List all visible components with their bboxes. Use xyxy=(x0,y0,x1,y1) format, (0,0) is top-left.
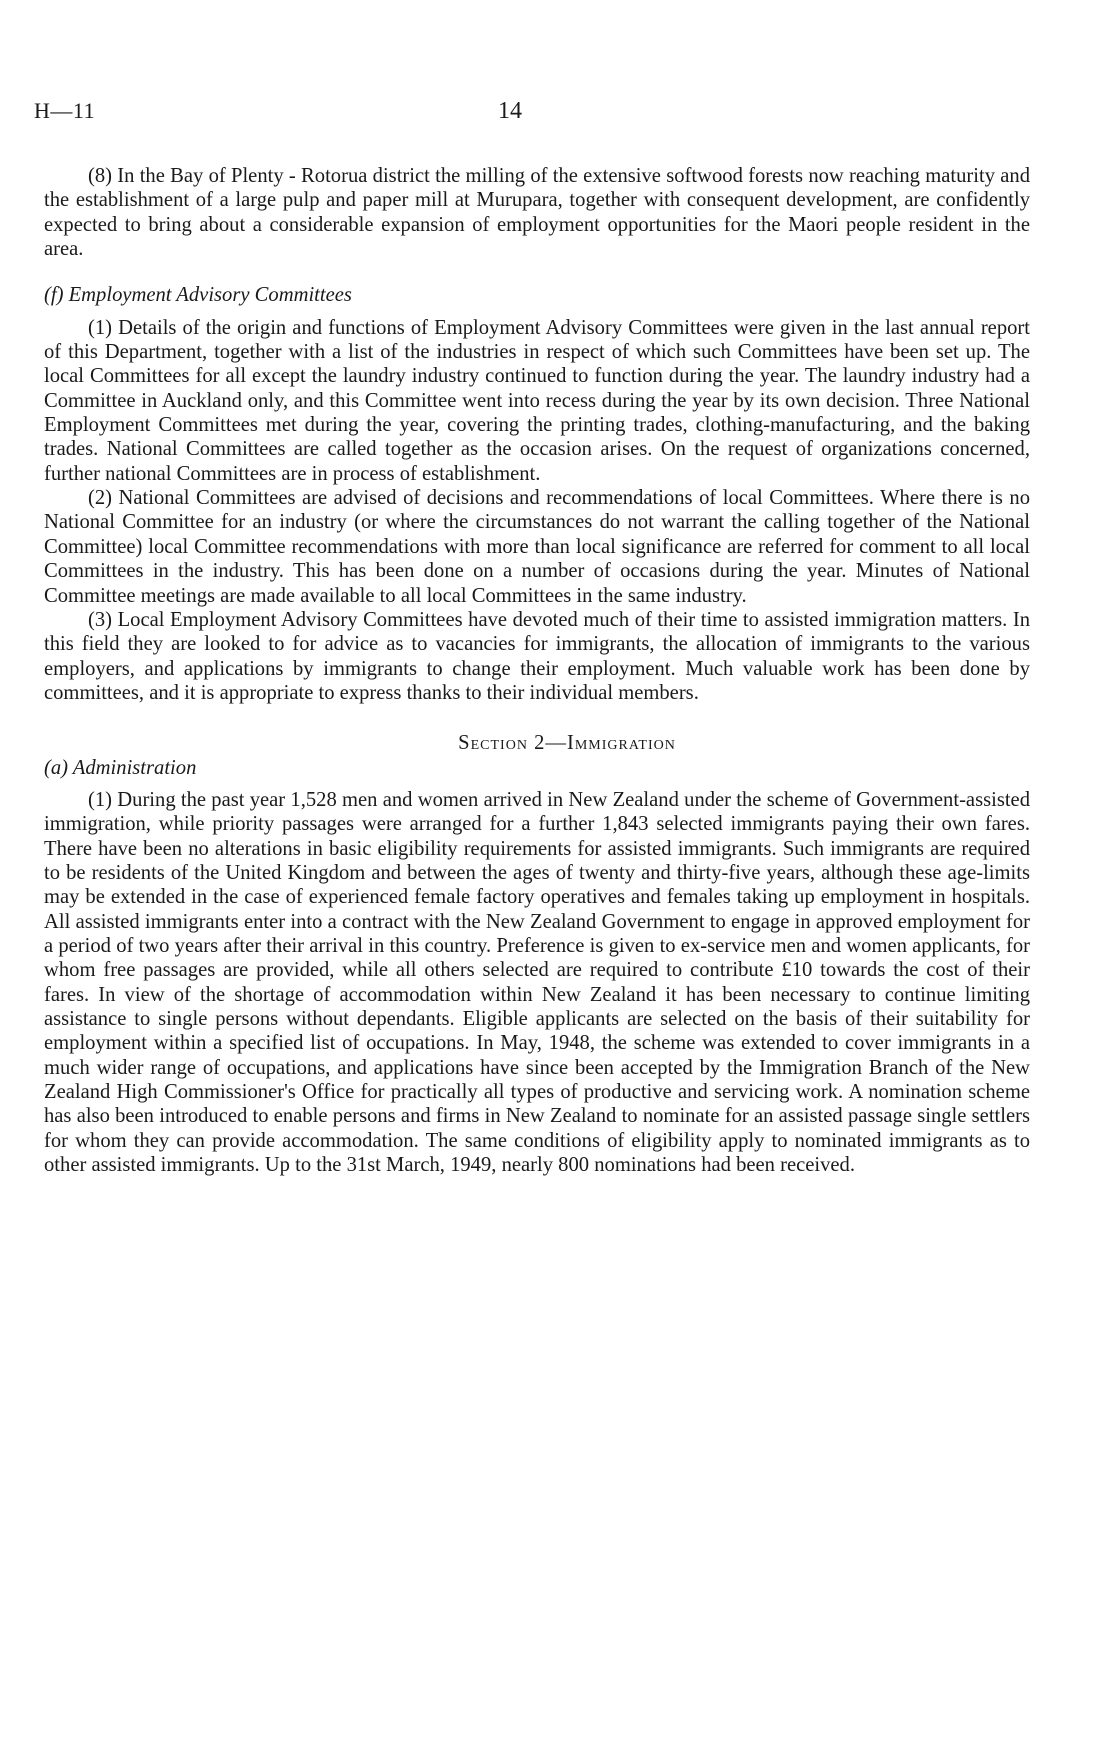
paragraph-8: (8) In the Bay of Plenty - Rotorua district the milling of the extensive softwood forests now reaching maturity and the establishment of a large pulp and paper mill at Murupara, together with consequent development, are confidently expected to bring about a considerable expansion of employment opportunities for the Maori people resident in the area. xyxy=(44,165,1030,261)
subsection-heading-f xyxy=(44,283,1030,307)
subsection-heading-a xyxy=(44,756,1030,780)
paragraph-f3: (3) Local Employment Advisory Committees have devoted much of their time to assisted immigration matters. In this field they are looked to for advice as to vacancies for immigrants, the allocation of immigrants to the various employers, and applications by immigrants to change their employment. Much valuable work has been done by committees, and it is appropriate to express thanks to their individual members. xyxy=(44,608,1030,704)
page-body xyxy=(44,164,1030,1177)
subsection-title-a: Administration xyxy=(72,756,197,779)
subsection-letter-f: (f) xyxy=(44,284,64,307)
page-number: 14 xyxy=(498,98,522,124)
section-heading: Section 2—Immigration xyxy=(458,732,676,755)
paragraph-f1: (1) Details of the origin and functions of Employment Advisory Committees were given in the last annual report of this Department, together with a list of the industries in respect of which such Committees have been set up. The local Committees for all except the laundry industry continued to function during the year. The laundry industry had a Committee in Auckland only, and this Committee went into recess during the year by its own decision. Three National Employment Committees met during the year, covering the printing trades, clothing-manufacturing, and the baking trades. National Committees are called together as the occasion arises. On the request of organizations concerned, further national Committees are in process of establishment. xyxy=(44,316,1030,485)
subsection-title-f: Employment Advisory Committees xyxy=(68,284,352,307)
paragraph-a1: (1) During the past year 1,528 men and women arrived in New Zealand under the scheme of Government-assisted immigration, while priority passages were arranged for a further 1,843 selected immigrants paying their own fares. There have been no alterations in basic eligibility requirements for assisted immigrants. Such immigrants are required to be residents of the United Kingdom and between the ages of twenty and thirty-five years, although these age-limits may be extended in the case of experienced female factory operatives and females taking up employment in hospitals. All assisted immigrants enter into a contract with the New Zealand Government to engage in approved employment for a period of two years after their arrival in this country. Preference is given to ex-service men and women applicants, for whom free passages are provided, while all others selected are required to contribute £10 towards the cost of their fares. In view of the shortage of accommodation within New Zealand it has been necessary to continue limiting assistance to single persons without dependants. Eligible applicants are selected on the basis of their suitability for employment within a specified list of occupations. In May, 1948, the scheme was extended to cover immigrants in a much wider range of occupations, and applications have since been accepted by the Immigration Branch of the New Zealand High Commissioner's Office for practically all types of productive and servicing work. A nomination scheme has also been introduced to enable persons and firms in New Zealand to nominate for an assisted passage single settlers for whom they can provide accommodation. The same conditions of eligibility apply to nominated immigrants as to other assisted immigrants. Up to the 31st March, 1949, nearly 800 nominations had been received. xyxy=(44,788,1030,1177)
paragraph-f2: (2) National Committees are advised of decisions and recommendations of local Committees. Where there is no National Committee for an industry (or where the circumstances do not warrant the calling together of the National Committee) local Committee recommendations with more than local significance are referred for comment to all local Committees in the industry. This has been done on a number of occasions during the year. Minutes of National Committee meetings are made available to all local Committees in the same industry. xyxy=(44,487,1030,607)
document-reference: H—11 xyxy=(34,98,96,123)
subsection-letter-a: (a) xyxy=(44,756,69,779)
